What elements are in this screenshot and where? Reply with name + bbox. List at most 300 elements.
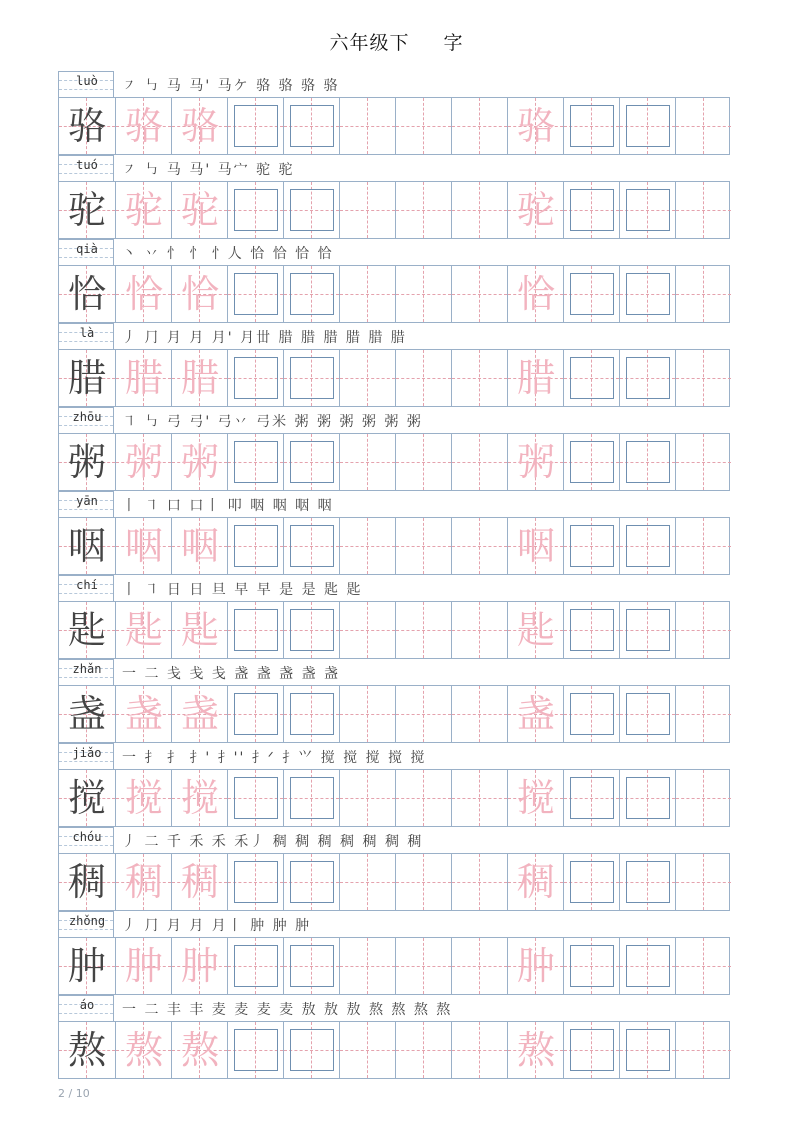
- grid-cell[interactable]: [451, 434, 507, 490]
- grid-cell[interactable]: [451, 98, 507, 154]
- inner-square: [626, 105, 670, 147]
- trace-character: 匙: [180, 608, 219, 652]
- inner-square: [570, 105, 614, 147]
- grid-cell[interactable]: [675, 98, 731, 154]
- model-character: 匙: [67, 608, 106, 652]
- practice-row: [58, 575, 730, 659]
- grid-cell[interactable]: [115, 518, 171, 574]
- inner-square: [626, 777, 670, 819]
- grid-cell[interactable]: [283, 182, 339, 238]
- writing-grid: [58, 517, 730, 575]
- practice-row: [58, 155, 730, 239]
- grid-cell[interactable]: [563, 350, 619, 406]
- grid-cell[interactable]: [395, 854, 451, 910]
- pinyin-label: chí: [76, 578, 98, 592]
- inner-square: [234, 693, 278, 735]
- pinyin-label: zhōu: [72, 410, 102, 424]
- grid-cell[interactable]: [451, 770, 507, 826]
- pinyin-label: zhǒng: [68, 914, 106, 928]
- model-character: 熬: [67, 1028, 106, 1072]
- model-character: 恰: [67, 272, 106, 316]
- grid-cell[interactable]: [171, 1022, 227, 1078]
- trace-character: 粥: [180, 440, 219, 484]
- grid-cell[interactable]: [507, 98, 563, 154]
- grid-cell[interactable]: [563, 518, 619, 574]
- pinyin-box: [58, 407, 114, 433]
- pinyin-label: yān: [76, 494, 98, 508]
- grid-cell[interactable]: [227, 350, 283, 406]
- inner-square: [570, 777, 614, 819]
- grid-cell[interactable]: [619, 98, 675, 154]
- grid-cell[interactable]: [395, 518, 451, 574]
- practice-row: [58, 659, 730, 743]
- grid-cell[interactable]: [563, 266, 619, 322]
- grid-cell[interactable]: [451, 938, 507, 994]
- grid-cell[interactable]: [395, 266, 451, 322]
- writing-grid: [58, 601, 730, 659]
- trace-character: 稠: [516, 860, 555, 904]
- stroke-order: 一 二 戋 戋 戋 盏 盏 盏 盏 盏: [122, 666, 341, 682]
- title-suffix: 字: [443, 32, 464, 54]
- grid-cell[interactable]: [115, 854, 171, 910]
- grid-cell[interactable]: [507, 854, 563, 910]
- grid-cell[interactable]: [507, 938, 563, 994]
- grid-cell[interactable]: [339, 98, 395, 154]
- trace-character: 腊: [180, 356, 219, 400]
- inner-square: [290, 777, 334, 819]
- grid-cell[interactable]: [507, 770, 563, 826]
- trace-character: 熬: [124, 1028, 163, 1072]
- writing-grid: [58, 937, 730, 995]
- grid-cell[interactable]: [675, 434, 731, 490]
- pinyin-label: luò: [76, 74, 98, 88]
- grid-cell[interactable]: [171, 602, 227, 658]
- grid-cell[interactable]: [395, 350, 451, 406]
- pinyin-label: chóu: [72, 830, 102, 844]
- trace-character: 恰: [124, 272, 163, 316]
- grid-cell[interactable]: [507, 434, 563, 490]
- grid-cell[interactable]: [171, 182, 227, 238]
- grid-cell[interactable]: [171, 938, 227, 994]
- inner-square: [290, 189, 334, 231]
- inner-square: [570, 357, 614, 399]
- pinyin-box: [58, 575, 114, 601]
- model-character: 盏: [67, 692, 106, 736]
- grid-cell[interactable]: [675, 770, 731, 826]
- grid-cell[interactable]: [563, 854, 619, 910]
- writing-grid: [58, 433, 730, 491]
- inner-square: [290, 1029, 334, 1071]
- grid-cell[interactable]: [339, 434, 395, 490]
- title-grade: 六年级下: [329, 32, 410, 54]
- grid-cell[interactable]: [395, 938, 451, 994]
- pinyin-label: là: [79, 326, 95, 340]
- inner-square: [626, 273, 670, 315]
- grid-cell[interactable]: [451, 1022, 507, 1078]
- grid-cell[interactable]: [339, 938, 395, 994]
- grid-cell[interactable]: [227, 182, 283, 238]
- pinyin-box: [58, 659, 114, 685]
- inner-square: [570, 693, 614, 735]
- writing-grid: [58, 349, 730, 407]
- grid-cell[interactable]: [507, 686, 563, 742]
- pinyin-label: qià: [76, 242, 98, 256]
- inner-square: [234, 525, 278, 567]
- grid-cell[interactable]: [675, 686, 731, 742]
- grid-cell[interactable]: [59, 686, 115, 742]
- practice-row: [58, 407, 730, 491]
- grid-cell[interactable]: [227, 602, 283, 658]
- model-character: 腊: [67, 356, 106, 400]
- trace-character: 匙: [516, 608, 555, 652]
- stroke-order: 丨 ㇕ 口 口丨 叩 咽 咽 咽 咽: [122, 498, 334, 514]
- pinyin-box: [58, 239, 114, 265]
- grid-cell[interactable]: [339, 182, 395, 238]
- grid-cell[interactable]: [59, 434, 115, 490]
- grid-cell[interactable]: [227, 938, 283, 994]
- practice-row: [58, 323, 730, 407]
- grid-cell[interactable]: [675, 182, 731, 238]
- grid-cell[interactable]: [283, 1022, 339, 1078]
- grid-cell[interactable]: [451, 602, 507, 658]
- grid-cell[interactable]: [507, 518, 563, 574]
- model-character: 驼: [67, 188, 106, 232]
- trace-character: 搅: [124, 776, 163, 820]
- trace-character: 骆: [180, 104, 219, 148]
- grid-cell[interactable]: [115, 98, 171, 154]
- grid-cell[interactable]: [283, 854, 339, 910]
- grid-cell[interactable]: [563, 770, 619, 826]
- grid-cell[interactable]: [115, 938, 171, 994]
- grid-cell[interactable]: [59, 854, 115, 910]
- trace-character: 腊: [516, 356, 555, 400]
- inner-square: [626, 945, 670, 987]
- grid-cell[interactable]: [59, 938, 115, 994]
- grid-cell[interactable]: [59, 98, 115, 154]
- grid-cell[interactable]: [563, 182, 619, 238]
- trace-character: 恰: [180, 272, 219, 316]
- trace-character: 稠: [180, 860, 219, 904]
- grid-cell[interactable]: [507, 1022, 563, 1078]
- trace-character: 粥: [516, 440, 555, 484]
- grid-cell[interactable]: [507, 182, 563, 238]
- trace-character: 骆: [516, 104, 555, 148]
- grid-cell[interactable]: [451, 686, 507, 742]
- writing-grid: [58, 265, 730, 323]
- pinyin-box: [58, 743, 114, 769]
- grid-cell[interactable]: [339, 350, 395, 406]
- grid-cell[interactable]: [59, 266, 115, 322]
- grid-cell[interactable]: [227, 98, 283, 154]
- inner-square: [570, 525, 614, 567]
- writing-grid: [58, 97, 730, 155]
- grid-cell[interactable]: [563, 938, 619, 994]
- inner-square: [234, 1029, 278, 1071]
- trace-character: 肿: [180, 944, 219, 988]
- grid-cell[interactable]: [59, 602, 115, 658]
- grid-cell[interactable]: [619, 602, 675, 658]
- stroke-order: 丿 ⺆ 月 月 月丨 肿 肿 肿: [122, 918, 312, 934]
- inner-square: [290, 105, 334, 147]
- grid-cell[interactable]: [227, 518, 283, 574]
- grid-cell[interactable]: [171, 434, 227, 490]
- grid-cell[interactable]: [227, 770, 283, 826]
- inner-square: [570, 945, 614, 987]
- grid-cell[interactable]: [59, 350, 115, 406]
- stroke-order: 丿 二 千 禾 禾 禾丿 稠 稠 稠 稠 稠 稠 稠: [122, 834, 424, 850]
- inner-square: [234, 441, 278, 483]
- inner-square: [290, 525, 334, 567]
- grid-cell[interactable]: [339, 602, 395, 658]
- model-character: 稠: [67, 860, 106, 904]
- inner-square: [234, 273, 278, 315]
- grid-cell[interactable]: [619, 350, 675, 406]
- grid-cell[interactable]: [451, 266, 507, 322]
- grid-cell[interactable]: [563, 686, 619, 742]
- grid-cell[interactable]: [227, 686, 283, 742]
- grid-cell[interactable]: [171, 98, 227, 154]
- inner-square: [234, 189, 278, 231]
- pinyin-box: [58, 323, 114, 349]
- practice-row: [58, 827, 730, 911]
- pinyin-box: [58, 911, 114, 937]
- stroke-order: 丶 丷 忄 忄 忄人 恰 恰 恰 恰: [122, 246, 334, 262]
- grid-cell[interactable]: [171, 518, 227, 574]
- grid-cell[interactable]: [675, 854, 731, 910]
- grid-cell[interactable]: [283, 518, 339, 574]
- stroke-order: 一 二 丰 丰 麦 麦 麦 麦 敖 敖 敖 熬 熬 熬 熬: [122, 1002, 453, 1018]
- inner-square: [570, 609, 614, 651]
- grid-cell[interactable]: [395, 602, 451, 658]
- model-character: 咽: [67, 524, 106, 568]
- inner-square: [234, 105, 278, 147]
- grid-cell[interactable]: [451, 350, 507, 406]
- grid-cell[interactable]: [619, 266, 675, 322]
- grid-cell[interactable]: [171, 266, 227, 322]
- trace-character: 匙: [124, 608, 163, 652]
- trace-character: 搅: [180, 776, 219, 820]
- grid-cell[interactable]: [451, 854, 507, 910]
- grid-cell[interactable]: [507, 350, 563, 406]
- inner-square: [570, 441, 614, 483]
- grid-cell[interactable]: [675, 350, 731, 406]
- grid-cell[interactable]: [619, 854, 675, 910]
- practice-grid: [58, 71, 730, 1079]
- pinyin-box: [58, 155, 114, 181]
- pinyin-box: [58, 491, 114, 517]
- inner-square: [626, 1029, 670, 1071]
- practice-row: [58, 743, 730, 827]
- practice-row: [58, 995, 730, 1079]
- trace-character: 恰: [516, 272, 555, 316]
- grid-cell[interactable]: [619, 770, 675, 826]
- pinyin-box: [58, 827, 114, 853]
- grid-cell[interactable]: [171, 350, 227, 406]
- grid-cell[interactable]: [115, 350, 171, 406]
- grid-cell[interactable]: [395, 182, 451, 238]
- inner-square: [290, 945, 334, 987]
- model-character: 肿: [67, 944, 106, 988]
- trace-character: 盏: [180, 692, 219, 736]
- inner-square: [234, 945, 278, 987]
- trace-character: 咽: [180, 524, 219, 568]
- grid-cell[interactable]: [619, 434, 675, 490]
- grid-cell[interactable]: [171, 686, 227, 742]
- grid-cell[interactable]: [283, 938, 339, 994]
- trace-character: 搅: [516, 776, 555, 820]
- writing-grid: [58, 1021, 730, 1079]
- grid-cell[interactable]: [227, 854, 283, 910]
- grid-cell[interactable]: [227, 434, 283, 490]
- inner-square: [290, 441, 334, 483]
- writing-grid: [58, 769, 730, 827]
- grid-cell[interactable]: [283, 602, 339, 658]
- grid-cell[interactable]: [115, 602, 171, 658]
- inner-square: [626, 609, 670, 651]
- stroke-order: ㇇ ㇉ 马 马' 马ケ 骆 骆 骆 骆: [122, 78, 340, 94]
- grid-cell[interactable]: [283, 686, 339, 742]
- inner-square: [570, 861, 614, 903]
- inner-square: [234, 609, 278, 651]
- trace-character: 驼: [124, 188, 163, 232]
- grid-cell[interactable]: [283, 266, 339, 322]
- inner-square: [626, 693, 670, 735]
- grid-cell[interactable]: [59, 518, 115, 574]
- inner-square: [570, 1029, 614, 1071]
- grid-cell[interactable]: [675, 1022, 731, 1078]
- grid-cell[interactable]: [563, 98, 619, 154]
- grid-cell[interactable]: [563, 602, 619, 658]
- grid-cell[interactable]: [115, 770, 171, 826]
- pinyin-label: tuó: [76, 158, 98, 172]
- practice-row: [58, 911, 730, 995]
- grid-cell[interactable]: [59, 770, 115, 826]
- grid-cell[interactable]: [675, 602, 731, 658]
- grid-cell[interactable]: [339, 686, 395, 742]
- model-character: 骆: [67, 104, 106, 148]
- grid-cell[interactable]: [395, 434, 451, 490]
- inner-square: [290, 609, 334, 651]
- trace-character: 驼: [180, 188, 219, 232]
- grid-cell[interactable]: [563, 1022, 619, 1078]
- grid-cell[interactable]: [619, 686, 675, 742]
- inner-square: [290, 861, 334, 903]
- grid-cell[interactable]: [115, 686, 171, 742]
- trace-character: 腊: [124, 356, 163, 400]
- trace-character: 稠: [124, 860, 163, 904]
- trace-character: 熬: [516, 1028, 555, 1072]
- stroke-order: 丨 ㇕ 日 日 旦 早 早 是 是 匙 匙: [122, 582, 363, 598]
- practice-row: [58, 491, 730, 575]
- inner-square: [626, 189, 670, 231]
- stroke-order: ㇇ ㇉ 马 马' 马宀 驼 驼: [122, 162, 295, 178]
- grid-cell[interactable]: [395, 1022, 451, 1078]
- grid-cell[interactable]: [59, 182, 115, 238]
- grid-cell[interactable]: [115, 434, 171, 490]
- trace-character: 骆: [124, 104, 163, 148]
- trace-character: 肿: [124, 944, 163, 988]
- practice-row: [58, 71, 730, 155]
- grid-cell[interactable]: [339, 518, 395, 574]
- stroke-order: ㇕ ㇉ 弓 弓' 弓丷 弓米 粥 粥 粥 粥 粥 粥: [122, 414, 423, 430]
- grid-cell[interactable]: [675, 266, 731, 322]
- inner-square: [626, 441, 670, 483]
- inner-square: [234, 777, 278, 819]
- grid-cell[interactable]: [283, 770, 339, 826]
- practice-row: [58, 239, 730, 323]
- trace-character: 驼: [516, 188, 555, 232]
- grid-cell[interactable]: [619, 1022, 675, 1078]
- grid-cell[interactable]: [283, 434, 339, 490]
- page-title: [0, 28, 793, 55]
- stroke-order: 一 扌 扌 扌' 扌'' 扌ᐟ 扌⺍ 搅 搅 搅 搅 搅: [122, 750, 427, 766]
- inner-square: [290, 693, 334, 735]
- trace-character: 粥: [124, 440, 163, 484]
- inner-square: [234, 861, 278, 903]
- grid-cell[interactable]: [619, 518, 675, 574]
- grid-cell[interactable]: [395, 686, 451, 742]
- trace-character: 肿: [516, 944, 555, 988]
- pinyin-label: zhǎn: [72, 662, 102, 676]
- grid-cell[interactable]: [563, 434, 619, 490]
- grid-cell[interactable]: [171, 770, 227, 826]
- inner-square: [626, 861, 670, 903]
- inner-square: [626, 525, 670, 567]
- inner-square: [626, 357, 670, 399]
- grid-cell[interactable]: [395, 98, 451, 154]
- trace-character: 盏: [516, 692, 555, 736]
- inner-square: [570, 273, 614, 315]
- inner-square: [290, 273, 334, 315]
- writing-grid: [58, 853, 730, 911]
- grid-cell[interactable]: [339, 1022, 395, 1078]
- grid-cell[interactable]: [619, 182, 675, 238]
- model-character: 搅: [67, 776, 106, 820]
- grid-cell[interactable]: [451, 182, 507, 238]
- pinyin-box: [58, 995, 114, 1021]
- grid-cell[interactable]: [339, 854, 395, 910]
- grid-cell[interactable]: [115, 1022, 171, 1078]
- stroke-order: 丿 ⺆ 月 月 月' 月丗 腊 腊 腊 腊 腊 腊: [122, 330, 407, 346]
- inner-square: [570, 189, 614, 231]
- trace-character: 咽: [124, 524, 163, 568]
- grid-cell[interactable]: [115, 182, 171, 238]
- pinyin-label: jiǎo: [72, 746, 102, 760]
- grid-cell[interactable]: [339, 770, 395, 826]
- trace-character: 盏: [124, 692, 163, 736]
- pinyin-label: áo: [79, 998, 95, 1012]
- grid-cell[interactable]: [339, 266, 395, 322]
- grid-cell[interactable]: [227, 266, 283, 322]
- writing-grid: [58, 685, 730, 743]
- model-character: 粥: [67, 440, 106, 484]
- grid-cell[interactable]: [171, 854, 227, 910]
- grid-cell[interactable]: [675, 518, 731, 574]
- grid-cell[interactable]: [115, 266, 171, 322]
- grid-cell[interactable]: [507, 602, 563, 658]
- grid-cell[interactable]: [619, 938, 675, 994]
- grid-cell[interactable]: [59, 1022, 115, 1078]
- pinyin-box: [58, 71, 114, 97]
- grid-cell[interactable]: [227, 1022, 283, 1078]
- grid-cell[interactable]: [451, 518, 507, 574]
- grid-cell[interactable]: [283, 98, 339, 154]
- grid-cell[interactable]: [283, 350, 339, 406]
- grid-cell[interactable]: [675, 938, 731, 994]
- grid-cell[interactable]: [395, 770, 451, 826]
- grid-cell[interactable]: [507, 266, 563, 322]
- inner-square: [290, 357, 334, 399]
